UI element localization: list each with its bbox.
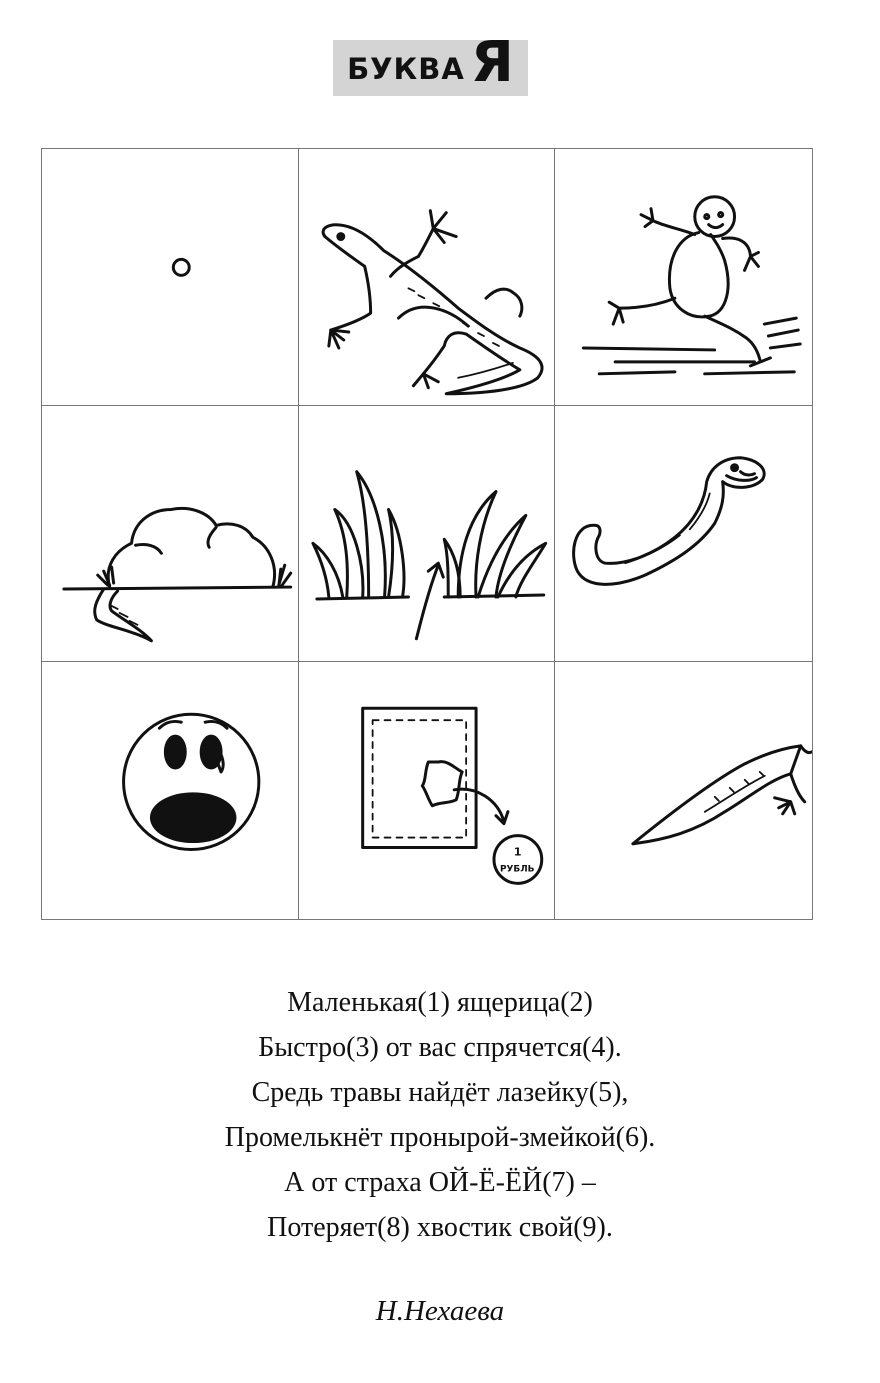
picture-cell-6	[555, 406, 812, 663]
small-circle-icon	[42, 149, 298, 405]
picture-cell-2	[299, 149, 556, 406]
poem-line-5: А от страха ОЙ-Ё-ЁЙ(7) –	[284, 1167, 596, 1198]
picture-cell-4	[42, 406, 299, 663]
picture-cell-3	[555, 149, 812, 406]
picture-cell-8	[299, 662, 556, 919]
running-man-icon	[555, 149, 812, 405]
scared-face-icon	[42, 662, 298, 919]
picture-grid	[41, 148, 813, 920]
coin-number: 1	[513, 845, 522, 859]
picture-cell-1	[42, 149, 299, 406]
header-letter: Я	[470, 30, 514, 96]
picture-cell-7	[42, 662, 299, 919]
lizard-tail-icon	[555, 662, 812, 919]
grass-with-arrow-icon	[299, 406, 555, 662]
poem	[0, 980, 880, 1250]
wallet-with-coin-icon	[299, 662, 555, 919]
snake-icon	[555, 406, 812, 662]
picture-cell-5	[299, 406, 556, 663]
poem-line-6: Потеряет(8) хвостик свой(9).	[267, 1212, 613, 1243]
bush-with-lizard-tail-icon	[42, 406, 298, 662]
lizard-icon	[299, 149, 555, 405]
poem-line-3: Средь травы найдёт лазейку(5),	[251, 1077, 629, 1108]
header-word: БУКВА	[347, 52, 465, 86]
poem-line-4: Промелькнёт пронырой-змейкой(6).	[224, 1122, 656, 1153]
poem-line-1: Маленькая(1) ящерица(2)	[287, 987, 593, 1018]
picture-cell-9	[555, 662, 812, 919]
poem-author: Н.Нехаева	[375, 1295, 505, 1327]
header-badge	[333, 30, 528, 96]
coin-text: РУБЛЬ	[499, 864, 535, 875]
poem-line-2: Быстро(3) от вас спрячется(4).	[258, 1032, 622, 1063]
